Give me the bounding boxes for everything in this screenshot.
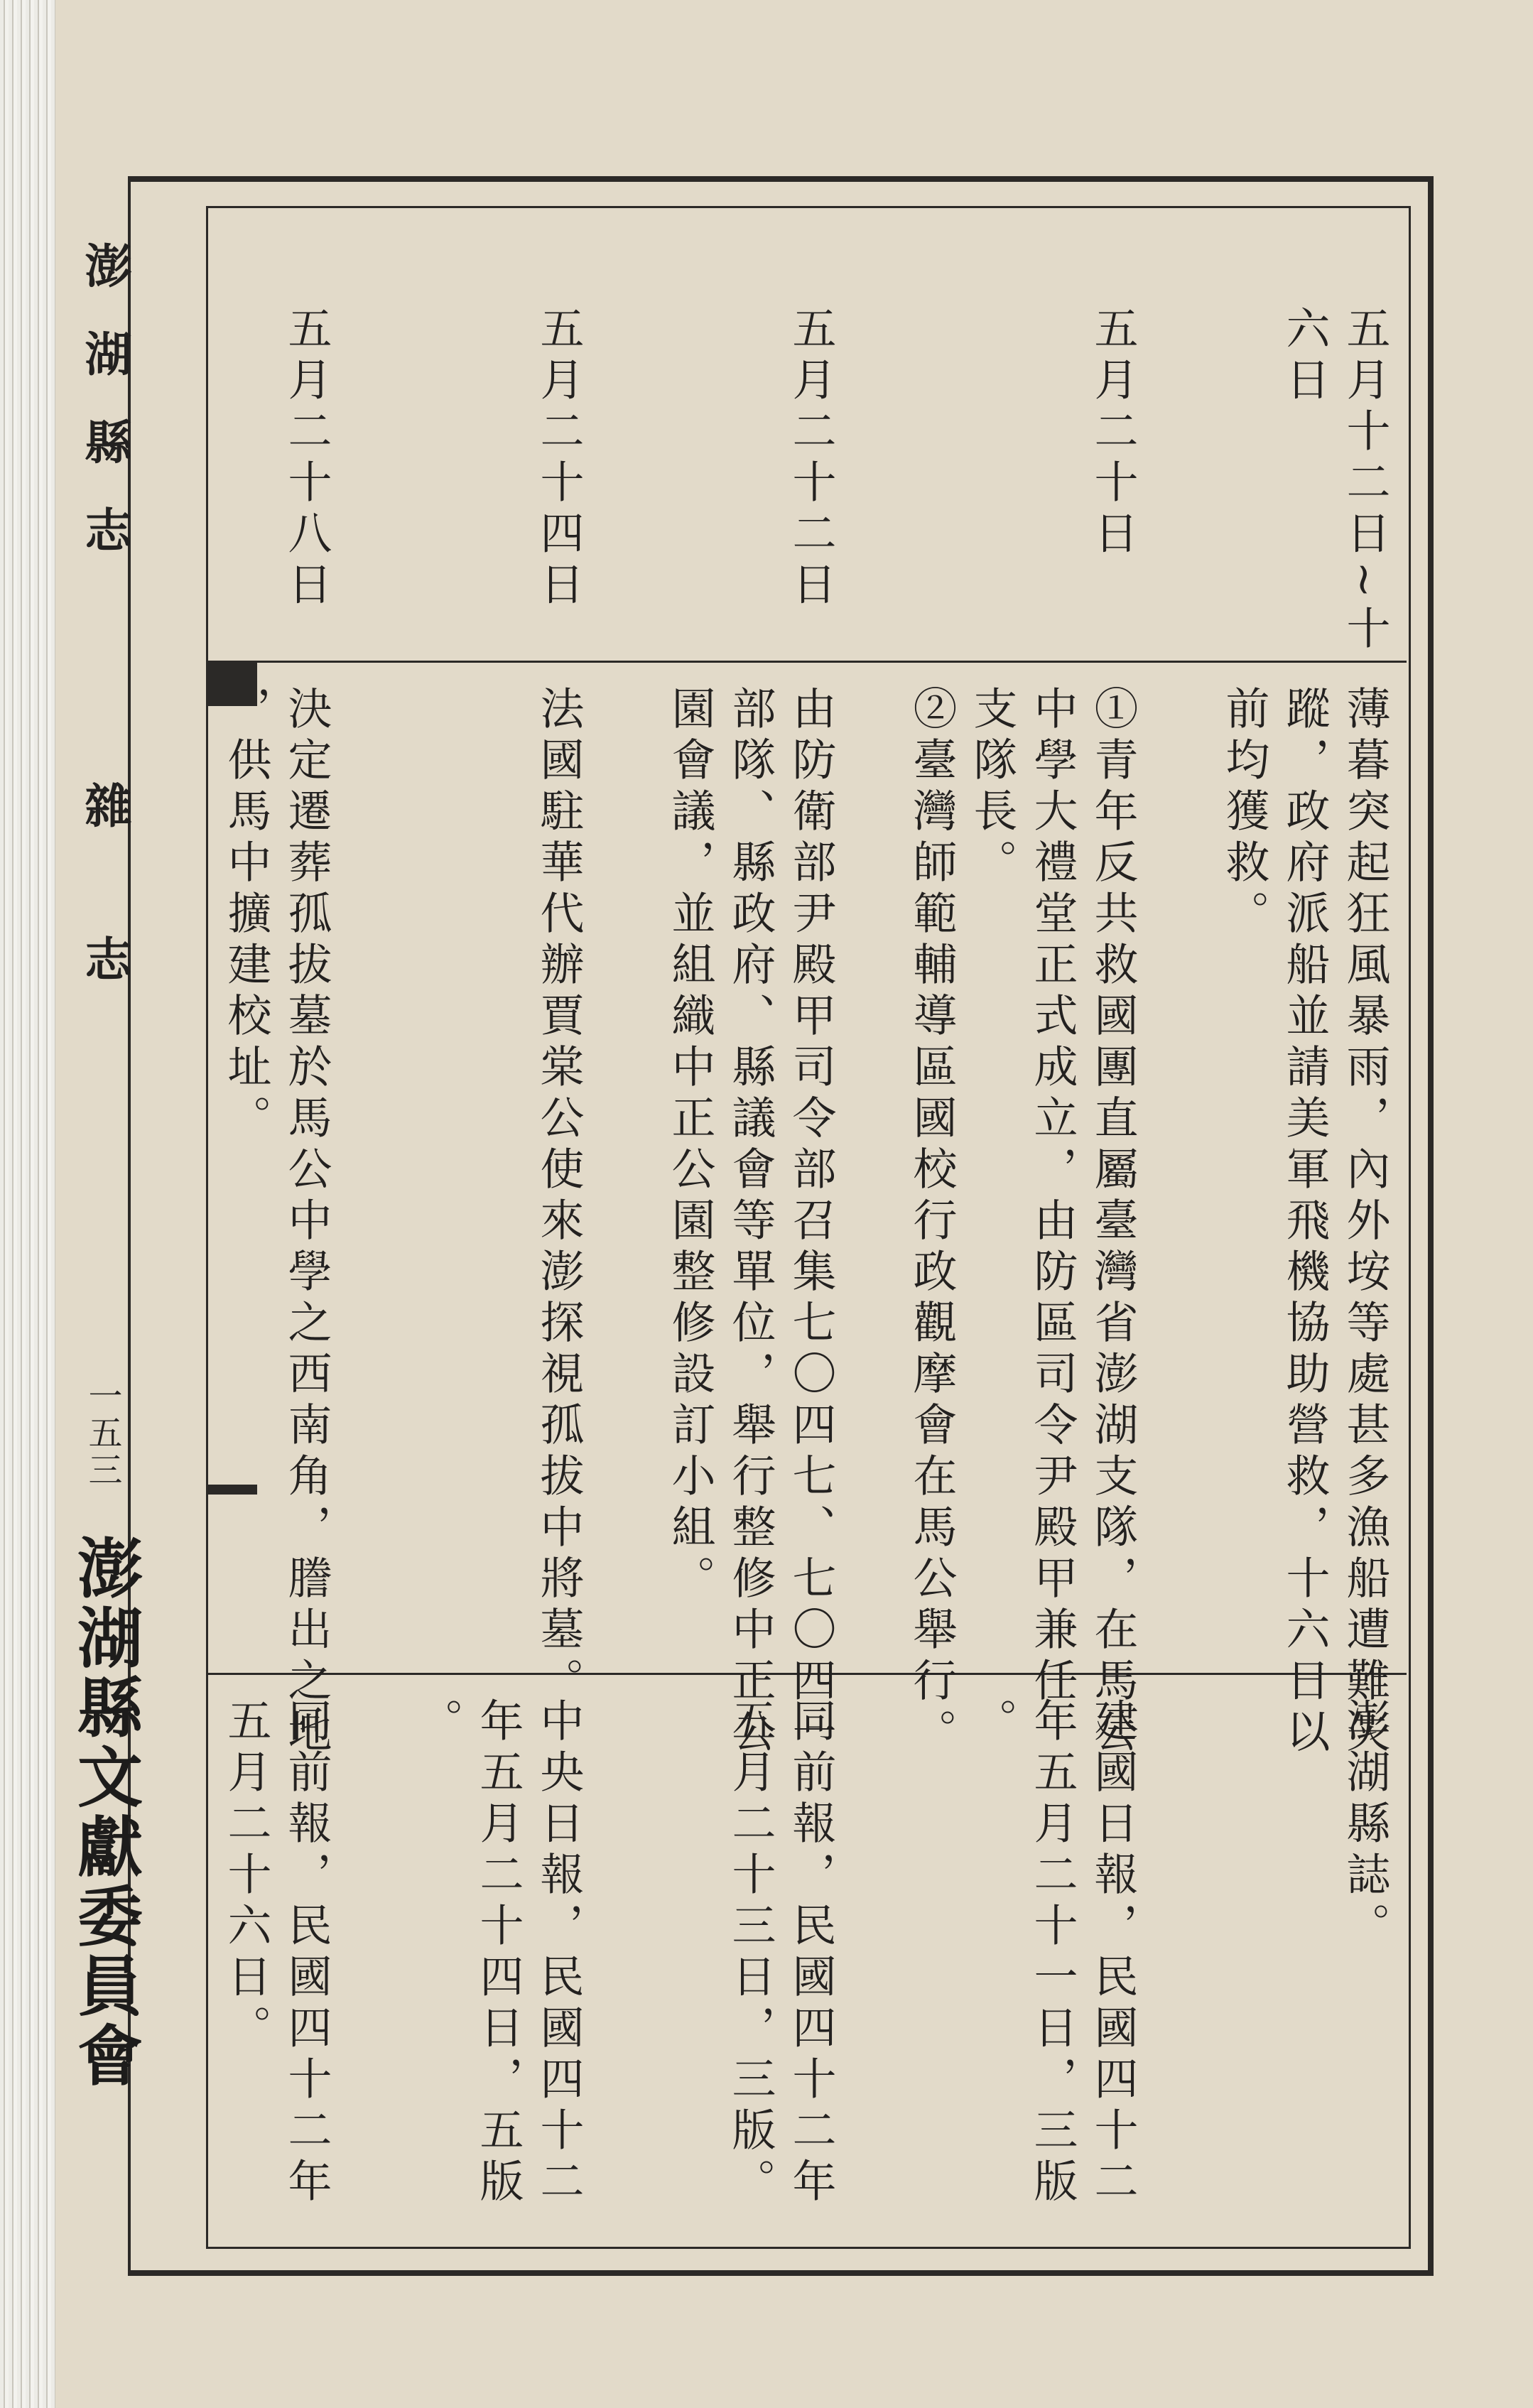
entry-2-source-line-2: 年五月二十一日，三版 — [1026, 1698, 1078, 2209]
entry-2-event-line-4: ②臺灣師範輔導區國校行政觀摩會在馬公舉行。 — [906, 685, 958, 1759]
entry-2-event-line-3: 支隊長。 — [966, 685, 1018, 890]
entry-3-event-line-1: 由防衛部尹殿甲司令部召集七〇四七、七〇四一 — [785, 685, 837, 1759]
entry-3-event-line-3: 園會議，並組織中正公園整修設訂小組。 — [664, 685, 716, 1606]
book-page-edge — [0, 0, 55, 2408]
entry-3-event-line-2: 部隊、縣政府、縣議會等單位，舉行整修中正公 — [725, 685, 776, 1759]
entry-5-event-line-1: 決定遷葬孤拔墓於馬公中學之西南角，謄出之地 — [281, 685, 332, 1759]
page-number: 一五三 — [82, 1378, 122, 1489]
section-title: 雜志 — [77, 781, 132, 1088]
margin-black-band-bottom — [206, 1485, 257, 1495]
entry-2-source-line-1: 建國日報，民國四十二 — [1087, 1698, 1139, 2209]
entry-1-event-line-2: 蹤，政府派船並請美軍飛機協助營救，十六日以 — [1279, 685, 1331, 1759]
entry-1-event-line-3: 前均獲救。 — [1218, 685, 1270, 941]
entry-4-date-line-1: 五月二十四日 — [533, 305, 585, 612]
date-divider-line — [206, 661, 1407, 663]
entry-2-source-line-3: 。 — [966, 1698, 1018, 1749]
entry-4-source-line-3: 。 — [412, 1698, 464, 1749]
entry-1-event-line-1: 薄暮突起狂風暴雨，內外垵等處甚多漁船遭難失 — [1339, 685, 1391, 1759]
entry-3-date-line-1: 五月二十二日 — [785, 305, 837, 612]
book-title: 澎湖縣志 — [77, 242, 132, 594]
entry-1-source-line-1: 澎湖縣誌。 — [1339, 1698, 1391, 1953]
entry-1-date-line-2: 六日 — [1279, 305, 1331, 408]
entry-5-event-line-2: ，供馬中擴建校址。 — [220, 685, 272, 1146]
entry-4-source-line-1: 中央日報，民國四十二 — [533, 1698, 585, 2209]
entry-2-date-line-1: 五月二十日 — [1087, 305, 1139, 561]
publisher-imprint: 澎湖縣文獻委員會 — [67, 1534, 143, 2091]
entry-1-date-line-1: 五月十二日~十 — [1339, 305, 1391, 656]
entry-2-event-line-2: 中學大禮堂正式成立，由防區司令尹殿甲兼任 — [1026, 685, 1078, 1708]
entry-5-date-line-1: 五月二十八日 — [281, 305, 332, 612]
entry-4-source-line-2: 年五月二十四日，五版 — [472, 1698, 524, 2209]
entry-5-source-line-1: 同前報，民國四十二年 — [281, 1698, 332, 2209]
entry-2-event-line-1: ①青年反共救國團直屬臺灣省澎湖支隊，在馬公 — [1087, 685, 1139, 1759]
entry-3-source-line-2: 五月二十三日，三版。 — [725, 1698, 776, 2209]
entry-4-event-line-1: 法國駐華代辦賈棠公使來澎探視孤拔中將墓。 — [533, 685, 585, 1708]
entry-5-source-line-2: 五月二十六日。 — [220, 1698, 272, 2056]
entry-3-source-line-1: 同前報，民國四十二年 — [785, 1698, 837, 2209]
